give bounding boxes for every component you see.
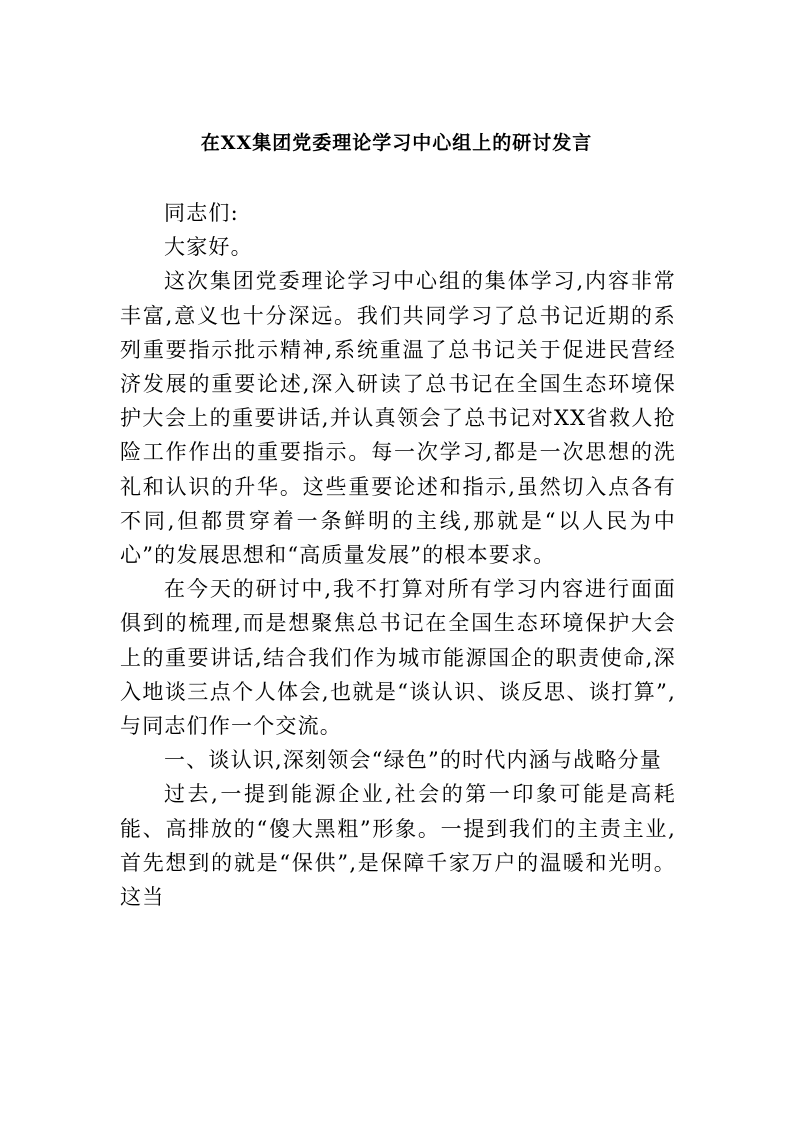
document-title: 在XX集团党委理论学习中心组上的研讨发言: [200, 132, 593, 154]
document-body: [120, 196, 676, 914]
salutation: 同志们:: [164, 201, 239, 225]
section-heading-1: 一、谈认识,深刻领会“绿色”的时代内涵与战略分量: [164, 748, 662, 773]
paragraph-intro: 这次集团党委理论学习中心组的集体学习,内容非常丰富,意义也十分深远。我们共同学习了总书记近期的系列重要指示批示精神,系统重温了总书记关于促进民营经济发展的重要论述,深入研读了总书记在全国生态环境保护大会上的重要讲话,并认真领会了总书记对XX省救人抢险工作作出的重要指示。每一次学习,都是一次思想的洗礼和认识的升华。这些重要论述和指示,虽然切入点各有不同,但都贯穿着一条鲜明的主线,那就是“以人民为中心”的发展思想和“高质量发展”的根本要求。: [120, 269, 676, 568]
paragraph-focus: 在今天的研讨中,我不打算对所有学习内容进行面面俱到的梳理,而是想聚焦总书记在全国生态环境保护大会上的重要讲话,结合我们作为城市能源国企的职责使命,深入地谈三点个人体会,也就是“谈认识、谈反思、谈打算”,与同志们作一个交流。: [120, 577, 676, 739]
paragraph-section-1: 过去,一提到能源企业,社会的第一印象可能是高耗能、高排放的“傻大黑粗”形象。一提到我们的主责主业,首先想到的就是“保供”,是保障千家万户的温暖和光明。这当: [120, 782, 676, 910]
greeting: 大家好。: [164, 235, 253, 260]
